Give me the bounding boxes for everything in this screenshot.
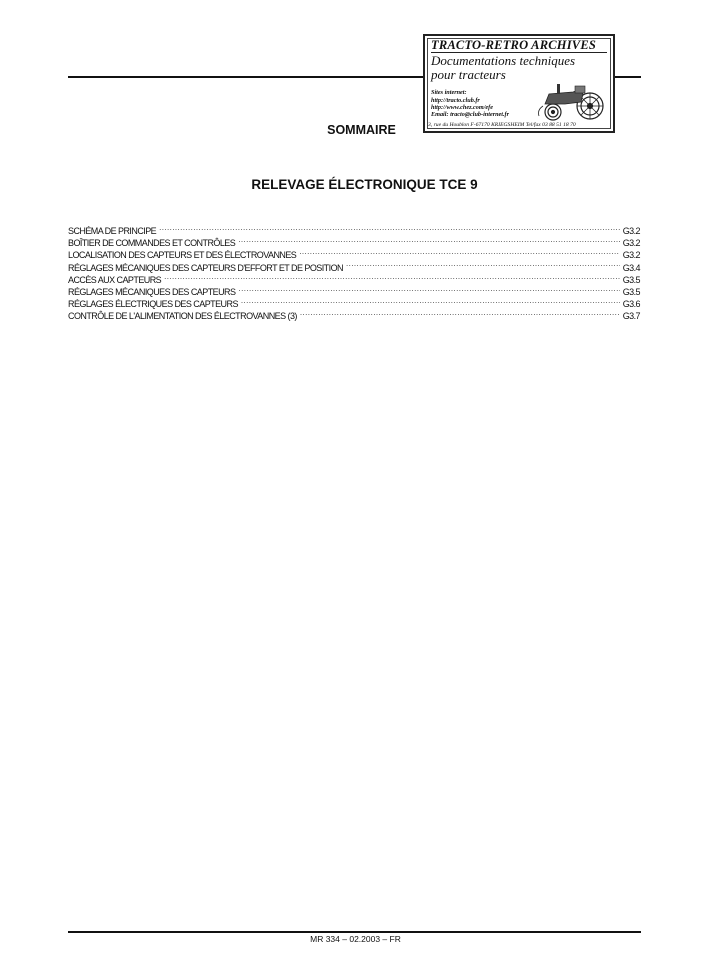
toc-leader-dots	[299, 246, 619, 258]
toc-entry-label: RÉGLAGES MÉCANIQUES DES CAPTEURS D'EFFORT ET DE POSITION	[68, 262, 343, 273]
toc-entry-page: G3.2	[622, 238, 640, 249]
toc-entry-page: G3.2	[622, 250, 640, 261]
toc-leader-dots	[238, 234, 619, 246]
toc-entry-label: CONTRÔLE DE L'ALIMENTATION DES ÉLECTROVANNES (3)	[68, 311, 297, 322]
stamp-site-2: http://www.chez.com/efe	[431, 104, 493, 111]
toc-entry-page: G3.4	[622, 262, 640, 273]
stamp-title: TRACTO-RETRO ARCHIVES	[431, 38, 597, 52]
stamp-sites-label: Sites internet:	[431, 89, 467, 96]
toc-entry-label: LOCALISATION DES CAPTEURS ET DES ÉLECTROVANNES	[68, 250, 297, 261]
stamp-site-1: http://tracto.club.fr	[431, 97, 480, 104]
toc-entry-label: ACCÈS AUX CAPTEURS	[68, 274, 162, 285]
toc-entry-page: G3.5	[622, 286, 640, 297]
toc-leader-dots	[238, 283, 619, 295]
table-of-contents	[68, 222, 641, 320]
toc-entry-label: RÉGLAGES ÉLECTRIQUES DES CAPTEURS	[68, 299, 238, 310]
footer-reference: MR 334 – 02.2003 – FR	[310, 934, 401, 944]
toc-leader-dots	[241, 295, 620, 307]
toc-entry-label: BOÎTIER DE COMMANDES ET CONTRÔLES	[68, 238, 236, 249]
toc-leader-dots	[300, 307, 620, 319]
tractor-icon	[535, 80, 609, 122]
stamp-email: Email: tracto@club-internet.fr	[431, 111, 510, 118]
stamp-address: 3, rue du Houblon F-67170 KRIEGSHEIM Tel/fax 03 88 51 18 70	[428, 122, 576, 128]
toc-leader-dots	[159, 222, 620, 234]
archive-stamp	[423, 34, 615, 133]
stamp-subtitle-line2: pour tracteurs	[431, 67, 506, 82]
section-title: RELEVAGE ÉLECTRONIQUE TCE 9	[251, 177, 478, 192]
toc-entry-page: G3.6	[622, 299, 640, 310]
toc-entry-label: RÉGLAGES MÉCANIQUES DES CAPTEURS	[68, 286, 236, 297]
toc-entry-page: G3.7	[622, 311, 640, 322]
toc-entry[interactable]	[68, 222, 641, 234]
stamp-subtitle-line1: Documentations techniques	[431, 53, 576, 68]
toc-entry-page: G3.2	[622, 226, 640, 236]
page-heading: SOMMAIRE	[327, 123, 396, 137]
footer-rule	[68, 931, 641, 933]
toc-leader-dots	[164, 271, 620, 283]
toc-entry-page: G3.5	[622, 274, 640, 285]
toc-entry-label: SCHÉMA DE PRINCIPE	[68, 226, 157, 236]
toc-leader-dots	[346, 259, 620, 271]
